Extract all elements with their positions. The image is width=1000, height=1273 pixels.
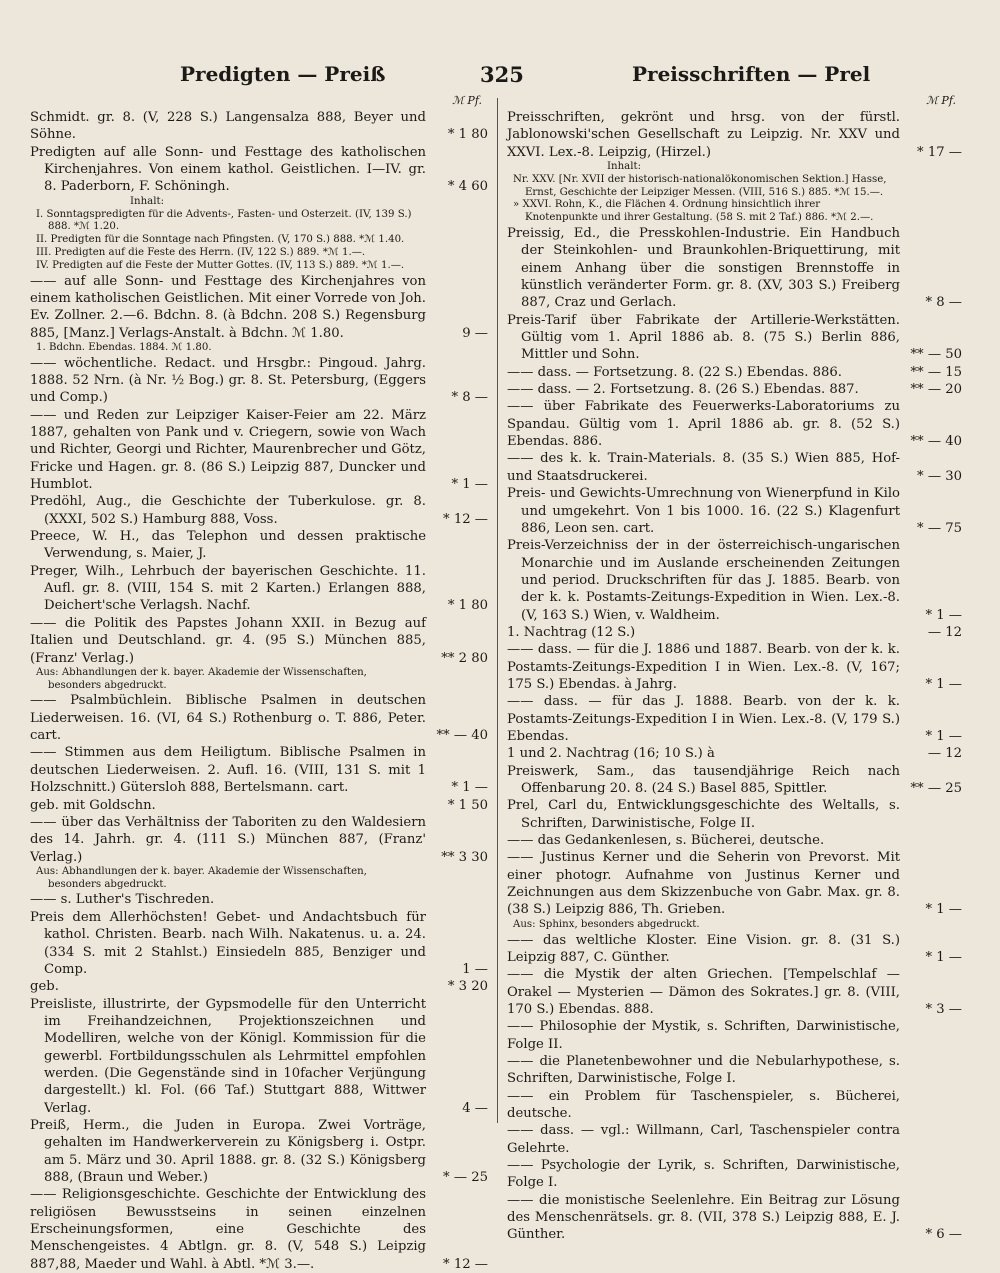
entry-price: * — 75: [917, 520, 962, 536]
entry-text: Preisliste, illustrirte, der Gypsmodelle für den Unterricht im Freihandzeichnen, Projektionszeichnen und Modelliren, welche von der Königl. Kommission für die gewerbl. Fortbildungsschulen als Lehrmittel empfohlen werden. (Die Gegenstände sind in 10facher Verjüngung dargestellt.) kl. Fol. (66 Taf.) Stuttgart 888, Wittwer Verlag.: [30, 996, 426, 1116]
entry-text: Predöhl, Aug., die Geschichte der Tuberkulose. gr. 8. (XXXI, 502 S.) Hamburg 888, Voss.: [30, 494, 426, 527]
catalog-entry: [30, 909, 488, 978]
entry-text: Preger, Wilh., Lehrbuch der bayerischen Geschichte. 11. Aufl. gr. 8. (VIII, 154 S. mit 2 Karten.) Erlangen 888, Deichert'sche Verlagsh. Nachf.: [30, 563, 426, 614]
entry-text: Preece, W. H., das Telephon und dessen praktische Verwendung, s. Maier, J.: [30, 529, 426, 562]
catalog-entry: [507, 1018, 962, 1053]
catalog-entry: [507, 763, 962, 798]
entry-text: Aus: Sphinx, besonders abgedruckt.: [513, 918, 700, 930]
catalog-entry: [507, 693, 962, 745]
catalog-entry: [507, 849, 962, 918]
catalog-entry: [507, 398, 962, 450]
entry-price: ** — 20: [910, 382, 962, 398]
entry-price: * 1 —: [925, 902, 962, 918]
entry-price: * 3 —: [925, 1001, 962, 1017]
catalog-entry: [30, 407, 488, 494]
catalog-entry: [30, 1117, 488, 1186]
entry-text: 1. Bdchn. Ebendas. 1884. ℳ 1.80.: [36, 341, 212, 353]
right-column: [507, 92, 962, 1244]
entry-text: —— die monistische Seelenlehre. Ein Beitrag zur Lösung des Menschenrätsels. gr. 8. (VII, 378 S.) Leipzig 888, E. J. Günther.: [507, 1192, 900, 1243]
contents-line: [507, 174, 962, 200]
entry-text: —— und Reden zur Leipziger Kaiser-Feier am 22. März 1887, gehalten von Pank und v. Criegern, sowie von Wach und Richter, Georgi und Richter, Maurenbrecher und Götz, Fricke und Hagen. gr. 8. (86 S.) Leipzig 887, Duncker und Humblot.: [30, 407, 426, 493]
entry-text: —— dass. — Fortsetzung. 8. (22 S.) Ebendas. 886.: [507, 364, 842, 380]
entry-text: geb.: [30, 979, 59, 995]
entry-price: 4 —: [462, 1100, 488, 1116]
catalog-entry: [507, 641, 962, 693]
page-number: 325: [480, 62, 524, 87]
entry-text: —— Justinus Kerner und die Seherin von Prevorst. Mit einer photogr. Aufnahme von Justinus Kerner und Zeichnungen aus dem Skizzenbuche von Gabr. Max. gr. 8. (38 S.) Leipzig 886, Th. Grieben.: [507, 850, 900, 918]
entry-text: —— Stimmen aus dem Heiligtum. Biblische Psalmen in deutschen Liederweisen. 2. Aufl. 16. (VIII, 131 S. mit 1 Holzschnitt.) Gütersloh 888, Bertelsmann. cart.: [30, 745, 426, 796]
page-header: [40, 58, 960, 92]
entry-text: Preis- und Gewichts-Umrechnung von Wienerpfund in Kilo und umgekehrt. Von 1 bis 1000. 16. (22 S.) Klagenfurt 886, Leon sen. cart.: [507, 486, 900, 536]
entry-text: —— Philosophie der Mystik, s. Schriften, Darwinistische, Folge II.: [507, 1019, 900, 1052]
entry-price: ** 2 80: [441, 650, 488, 666]
catalog-entry: [507, 624, 962, 641]
entry-price: * 8 —: [925, 295, 962, 311]
entry-text: IV. Predigten auf die Feste der Mutter Gottes. (IV, 113 S.) 889. *ℳ 1.—.: [36, 259, 405, 271]
catalog-entry: [30, 615, 488, 667]
contents-line: [30, 234, 488, 247]
entry-text: Inhalt:: [607, 161, 642, 173]
entry-text: Schmidt. gr. 8. (V, 228 S.) Langensalza 888, Beyer und Söhne.: [30, 110, 426, 143]
entry-price: * 1 —: [451, 477, 488, 493]
contents-line: [30, 667, 488, 693]
entry-text: III. Predigten auf die Feste des Herrn. (IV, 122 S.) 889. *ℳ 1.—.: [36, 246, 366, 258]
entry-price: ** — 15: [910, 364, 962, 380]
catalog-entry: [30, 978, 488, 995]
entry-price: * 12 —: [443, 1256, 488, 1272]
entry-price: * 6 —: [925, 1227, 962, 1243]
running-head-left: Predigten — Preiß: [180, 62, 386, 86]
entry-text: Aus: Abhandlungen der k. bayer. Akademie der Wissenschaften, besonders abgedruckt.: [36, 666, 367, 691]
catalog-entry: [507, 109, 962, 161]
entry-text: 1. Nachtrag (12 S.): [507, 624, 636, 640]
catalog-entry: [507, 1192, 962, 1244]
catalog-entry: [507, 1053, 962, 1088]
column-divider: [497, 98, 498, 1123]
entry-price: ** — 50: [910, 347, 962, 363]
entry-text: Preiswerk, Sam., das tausendjährige Reich nach Offenbarung 20. 8. (24 S.) Basel 885, Spittler.: [507, 763, 900, 797]
contents-line: [30, 342, 488, 355]
entry-text: Inhalt:: [130, 195, 165, 207]
entry-text: —— dass. — vgl.: Willmann, Carl, Taschenspieler contra Gelehrte.: [507, 1123, 900, 1156]
currency-header-left: ℳ Pf.: [452, 94, 482, 107]
catalog-entry: [30, 528, 488, 563]
entry-price: * 8 —: [451, 390, 488, 406]
entry-text: geb. mit Goldschn.: [30, 797, 156, 813]
entry-text: —— wöchentliche. Redact. und Hrsgbr.: Pingoud. Jahrg. 1888. 52 Nrn. (à Nr. ½ Bog.) gr. 8. St. Petersburg, (Eggers und Comp.): [30, 355, 426, 406]
catalog-entry: [507, 381, 962, 398]
catalog-entry: [507, 797, 962, 832]
entry-price: * 4 60: [447, 179, 488, 195]
entry-price: * 1 —: [925, 728, 962, 744]
entry-text: —— dass. — 2. Fortsetzung. 8. (26 S.) Ebendas. 887.: [507, 382, 859, 398]
catalog-entry: [507, 745, 962, 762]
catalog-entry: [507, 1088, 962, 1123]
entry-price: * 12 —: [443, 511, 488, 527]
catalog-entry: [30, 273, 488, 342]
catalog-entry: [30, 109, 488, 144]
running-head-right: Preisschriften — Prel: [632, 62, 871, 86]
entry-text: » XXVI. Rohn, K., die Flächen 4. Ordnung hinsichtlich ihrer Knotenpunkte und ihrer Gestaltung. (58 S. mit 2 Taf.) 886. *ℳ 2.—.: [513, 199, 874, 224]
catalog-entry: [507, 932, 962, 967]
entry-text: —— das weltliche Kloster. Eine Vision. gr. 8. (31 S.) Leipzig 887, C. Günther.: [507, 932, 900, 965]
entry-text: Predigten auf alle Sonn- und Festtage des katholischen Kirchenjahres. Von einem kathol. Geistlichen. I—IV. gr. 8. Paderborn, F. Schöningh.: [30, 144, 426, 195]
entry-price: * 1 —: [451, 780, 488, 796]
entry-price: ** — 40: [910, 434, 962, 450]
catalog-entry: [30, 996, 488, 1117]
entry-text: —— Psychologie der Lyrik, s. Schriften, Darwinistische, Folge I.: [507, 1158, 900, 1191]
entry-price: ** — 40: [436, 728, 488, 744]
entry-price: * 1 50: [447, 797, 488, 813]
contents-line: [30, 260, 488, 273]
entry-text: —— Religionsgeschichte. Geschichte der Entwicklung des religiösen Bewusstseins in seinen einzelnen Erscheinungsformen, eine Geschichte des Menschengeistes. 4 Abtlgn. gr. 8. (V, 548 S.) Leipzig 887,88, Maeder und Wahl. à Abtl. *ℳ 3.—.: [30, 1187, 426, 1272]
catalog-entry: [507, 225, 962, 312]
contents-line: [30, 209, 488, 235]
catalog-entry: [30, 493, 488, 528]
entry-text: —— über das Verhältniss der Taboriten zu den Waldesiern des 14. Jahrh. gr. 4. (111 S.) München 887, (Franz' Verlag.): [30, 814, 426, 865]
contents-heading: [30, 196, 488, 209]
entry-text: Preis dem Allerhöchsten! Gebet- und Andachtsbuch für kathol. Christen. Bearb. nach Wilh. Nakatenus. u. a. 24. (334 S. mit 2 Stahlst.) Einsiedeln 885, Benziger und Comp.: [30, 909, 426, 977]
entry-text: —— die Planetenbewohner und die Nebularhypothese, s. Schriften, Darwinistische, Folge I.: [507, 1053, 900, 1087]
catalog-entry: [30, 144, 488, 196]
catalog-entry: [507, 1122, 962, 1157]
entry-text: 1 und 2. Nachtrag (16; 10 S.) à: [507, 746, 715, 762]
entry-text: —— die Politik des Papstes Johann XXII. in Bezug auf Italien und Deutschland. gr. 4. (95 S.) München 885, (Franz' Verlag.): [30, 615, 426, 666]
catalog-entry: [507, 966, 962, 1018]
catalog-entry: [30, 563, 488, 615]
entry-text: Preis-Verzeichniss der in der österreichisch-ungarischen Monarchie und im Auslande erscheinenden Zeitungen und period. Druckschriften für das J. 1885. Bearb. von der k. k. Postamts-Zeitungs-Expedition in Wien. Lex.-8. (V, 163 S.) Wien, v. Waldheim.: [507, 538, 900, 623]
currency-header-right: ℳ Pf.: [926, 94, 956, 107]
entry-text: I. Sonntagspredigten für die Advents-, Fasten- und Osterzeit. (IV, 139 S.) 888. *ℳ 1.20.: [36, 208, 412, 233]
entry-price: ** — 25: [910, 781, 962, 797]
contents-heading: [507, 161, 962, 174]
catalog-entry: [30, 797, 488, 814]
entry-text: Nr. XXV. [Nr. XVII der historisch-nationalökonomischen Sektion.] Hasse, Ernst, Geschichte der Leipziger Messen. (VIII, 516 S.) 885. *ℳ 15.—.: [513, 173, 887, 198]
left-entries: [30, 109, 488, 1273]
entry-text: —— die Mystik der alten Griechen. [Tempelschlaf — Orakel — Mysterien — Dämon des Sokrates.] gr. 8. (VIII, 170 S.) Ebendas. 888.: [507, 967, 900, 1017]
entry-text: Prel, Carl du, Entwicklungsgeschichte des Weltalls, s. Schriften, Darwinistische, Folge II.: [507, 798, 900, 831]
entry-price: * 3 20: [447, 979, 488, 995]
entry-price: — 12: [927, 746, 962, 762]
contents-line: [507, 199, 962, 225]
entry-text: —— des k. k. Train-Materials. 8. (35 S.) Wien 885, Hof- und Staatsdruckerei.: [507, 451, 900, 484]
entry-text: —— ein Problem für Taschenspieler, s. Bücherei, deutsche.: [507, 1088, 900, 1121]
entry-text: —— auf alle Sonn- und Festtage des Kirchenjahres von einem katholischen Geistlichen. Mit einer Vorrede von Joh. Ev. Zollner. 2.—6. Bdchn. 8. (à Bdchn. 208 S.) Regensburg 885, [Manz.] Verlags-Anstalt. à Bdchn. ℳ 1.80.: [30, 273, 426, 341]
entry-price: * 17 —: [917, 144, 962, 160]
contents-line: [30, 866, 488, 892]
catalog-entry: [507, 1157, 962, 1192]
entry-text: —— Psalmbüchlein. Biblische Psalmen in deutschen Liederweisen. 16. (VI, 64 S.) Rothenburg o. T. 886, Peter. cart.: [30, 693, 426, 744]
entry-text: II. Predigten für die Sonntage nach Pfingsten. (V, 170 S.) 888. *ℳ 1.40.: [36, 234, 405, 246]
entry-text: —— das Gedankenlesen, s. Bücherei, deutsche.: [507, 833, 825, 849]
catalog-entry: [507, 450, 962, 485]
catalog-entry: [507, 364, 962, 381]
entry-price: * 1 80: [447, 127, 488, 143]
right-entries: [507, 109, 962, 1244]
entry-price: * — 30: [917, 468, 962, 484]
entry-price: * — 25: [443, 1169, 488, 1185]
entry-price: ** 3 30: [441, 849, 488, 865]
catalog-entry: [507, 485, 962, 537]
entry-text: Preisschriften, gekrönt und hrsg. von der fürstl. Jablonowski'schen Gesellschaft zu Leipzig. Nr. XXV und XXVI. Lex.-8. Leipzig, (Hirzel.): [507, 110, 900, 160]
catalog-entry: [507, 312, 962, 364]
catalog-entry: [30, 891, 488, 908]
contents-line: [30, 247, 488, 260]
catalog-entry: [30, 355, 488, 407]
entry-text: —— über Fabrikate des Feuerwerks-Laboratoriums zu Spandau. Gültig vom 1. April 1886 ab. gr. 8. (52 S.) Ebendas. 886.: [507, 399, 900, 450]
entry-text: Preissig, Ed., die Presskohlen-Industrie. Ein Handbuch der Steinkohlen- und Braunkohlen-Briquettirung, mit einem Anhang über die sonstigen Brennstoffe in künstlich veränderter Form. gr. 8. (XV, 303 S.) Freiberg 887, Craz und Gerlach.: [507, 226, 900, 311]
entry-text: —— s. Luther's Tischreden.: [30, 892, 215, 908]
entry-text: —— dass. — für das J. 1888. Bearb. von der k. k. Postamts-Zeitungs-Expedition I in Wien. Lex.-8. (V, 179 S.) Ebendas.: [507, 694, 900, 744]
catalog-entry: [507, 537, 962, 624]
entry-price: * 1 —: [925, 607, 962, 623]
entry-price: * 1 80: [447, 598, 488, 614]
catalog-entry: [30, 1186, 488, 1273]
entry-text: Preis-Tarif über Fabrikate der Artillerie-Werkstätten. Gültig vom 1. April 1886 ab. 8. (75 S.) Berlin 886, Mittler und Sohn.: [507, 312, 900, 363]
contents-line: [507, 919, 962, 932]
catalog-entry: [30, 814, 488, 866]
entry-text: Aus: Abhandlungen der k. bayer. Akademie der Wissenschaften, besonders abgedruckt.: [36, 865, 367, 890]
entry-price: * 1 —: [925, 676, 962, 692]
entry-text: Preiß, Herm., die Juden in Europa. Zwei Vorträge, gehalten im Handwerkerverein zu Königsberg i. Ostpr. am 5. März und 30. April 1888. gr. 8. (32 S.) Königsberg 888, (Braun und Weber.): [30, 1117, 426, 1185]
entry-price: * 1 —: [925, 949, 962, 965]
catalog-entry: [30, 692, 488, 744]
entry-price: 1 —: [462, 961, 488, 977]
catalog-entry: [507, 832, 962, 849]
left-column: [30, 92, 488, 1273]
catalog-entry: [30, 744, 488, 796]
entry-price: 9 —: [462, 325, 488, 341]
entry-text: —— dass. — für die J. 1886 und 1887. Bearb. von der k. k. Postamts-Zeitungs-Expedition I in Wien. Lex.-8. (V, 167; 175 S.) Ebendas. à Jahrg.: [507, 642, 900, 692]
entry-price: — 12: [927, 624, 962, 640]
